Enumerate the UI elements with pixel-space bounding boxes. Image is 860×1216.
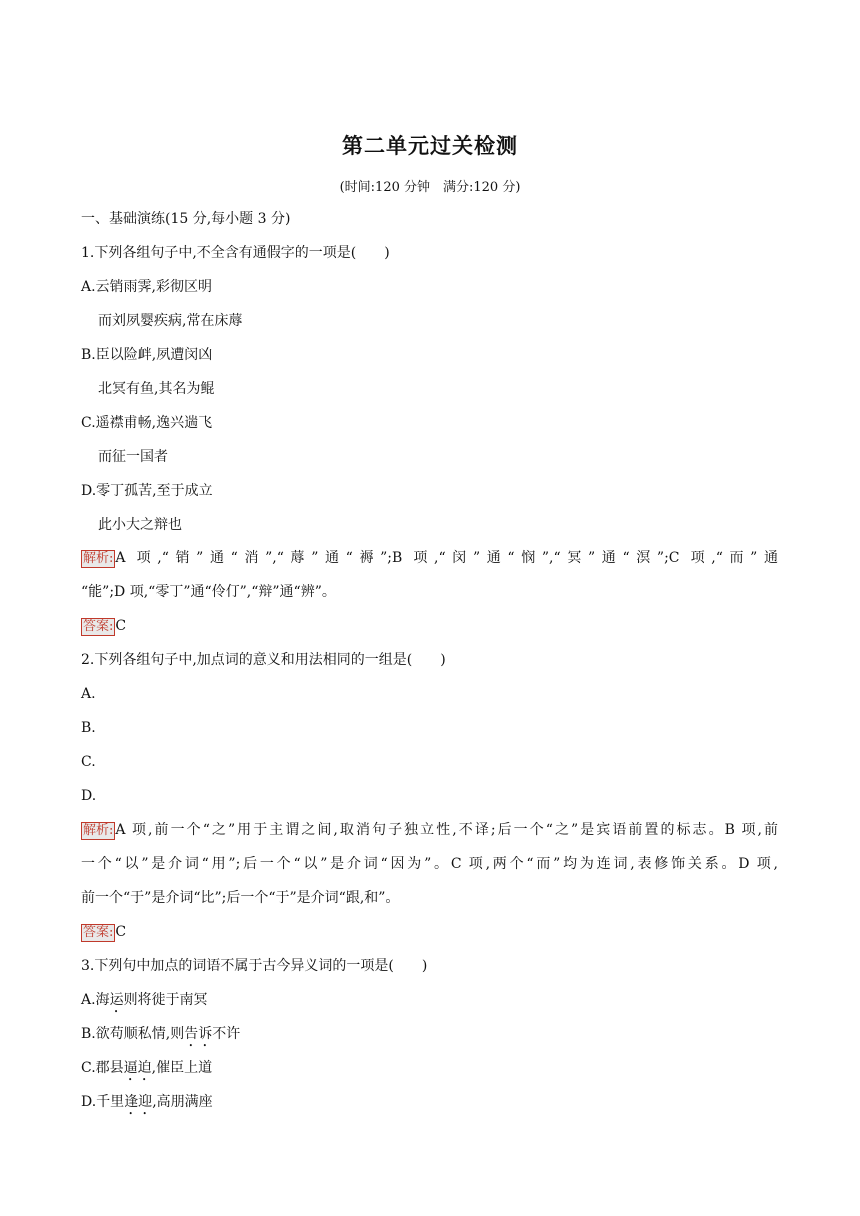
- question-3-stem: 3.下列句中加点的词语不属于古今异义词的一项是( ): [81, 958, 428, 974]
- q1-analysis-text-1: A 项,“销”通“消”,“蓐”通“褥”;B 项,“闵”通“悯”,“冥”通“溟”;C 项,“而”通: [115, 550, 778, 566]
- q3-d-text: D.千里: [81, 1094, 125, 1110]
- q3-b-text-end: 不许: [212, 1026, 241, 1042]
- section-heading: 一、基础演练(15 分,每小题 3 分): [81, 211, 291, 227]
- q1-option-d-line2: 此小大之辩也: [98, 517, 182, 533]
- q3-option-d: [81, 1093, 213, 1118]
- q1-answer-value: C: [115, 618, 127, 634]
- q1-option-c-line1: C.遥襟甫畅,逸兴遄飞: [81, 415, 213, 431]
- q3-option-b: [81, 1025, 240, 1050]
- q1-analysis-text-2: “能”;D 项,“零丁”通“伶仃”,“辩”通“辨”。: [81, 584, 336, 600]
- q2-answer: [81, 923, 126, 942]
- answer-label: 答案:: [83, 619, 114, 634]
- q2-analysis-text-2: 一个“以”是介词“用”;后一个“以”是介词“因为”。C 项,两个“而”均为连词,表修饰关系。D 项,: [81, 856, 778, 872]
- question-1-stem: 1.下列各组句子中,不全含有通假字的一项是( ): [81, 245, 390, 261]
- q1-analysis: [81, 549, 778, 568]
- q3-b-dotted-word: 告诉: [184, 1026, 213, 1042]
- q2-option-b: B.: [81, 720, 96, 736]
- q3-d-text-end: ,高朋满座: [152, 1094, 213, 1110]
- q3-c-text-end: ,催臣上道: [151, 1060, 213, 1076]
- q3-d-dotted-word: 逢迎: [124, 1094, 153, 1110]
- q2-analysis-text-1: A 项,前一个“之”用于主谓之间,取消句子独立性,不译;后一个“之”是宾语前置的标志。B 项,前: [115, 822, 778, 838]
- question-2-stem: 2.下列各组句子中,加点词的意义和用法相同的一组是( ): [81, 652, 446, 668]
- q2-option-c: C.: [81, 754, 96, 770]
- q3-option-c: [81, 1059, 212, 1084]
- q3-c-dotted-word: 逼迫: [123, 1060, 152, 1076]
- q1-answer: [81, 617, 126, 636]
- q3-a-dotted-word: 运: [109, 992, 124, 1008]
- analysis-label: 解析:: [83, 551, 114, 566]
- q1-option-a-line2: 而刘夙婴疾病,常在床蓐: [98, 313, 243, 329]
- exam-info: (时间:120 分钟 满分:120 分): [339, 180, 521, 195]
- analysis-label: 解析:: [83, 823, 114, 838]
- q3-a-text: A.海: [81, 992, 110, 1008]
- q1-option-c-line2: 而征一国者: [98, 449, 168, 465]
- q3-option-a: [81, 991, 208, 1016]
- q1-option-b-line1: B.臣以险衅,夙遭闵凶: [81, 347, 213, 363]
- answer-label: 答案:: [83, 925, 114, 940]
- q1-option-d-line1: D.零丁孤苦,至于成立: [81, 483, 213, 499]
- page-title: 第二单元过关检测: [342, 134, 518, 158]
- q2-analysis-text-3: 前一个“于”是介词“比”;后一个“于”是介词“跟,和”。: [81, 890, 400, 906]
- q3-b-text: B.欲苟顺私情,则: [81, 1026, 185, 1042]
- q2-option-a: A.: [81, 686, 96, 702]
- q3-a-text-end: 则将徙于南冥: [123, 992, 208, 1008]
- q2-answer-value: C: [115, 924, 127, 940]
- q2-option-d: D.: [81, 788, 97, 804]
- q1-option-b-line2: 北冥有鱼,其名为鲲: [98, 381, 215, 397]
- q1-option-a-line1: A.云销雨霁,彩彻区明: [81, 279, 213, 295]
- q3-c-text: C.郡县: [81, 1060, 124, 1076]
- q2-analysis: [81, 821, 778, 840]
